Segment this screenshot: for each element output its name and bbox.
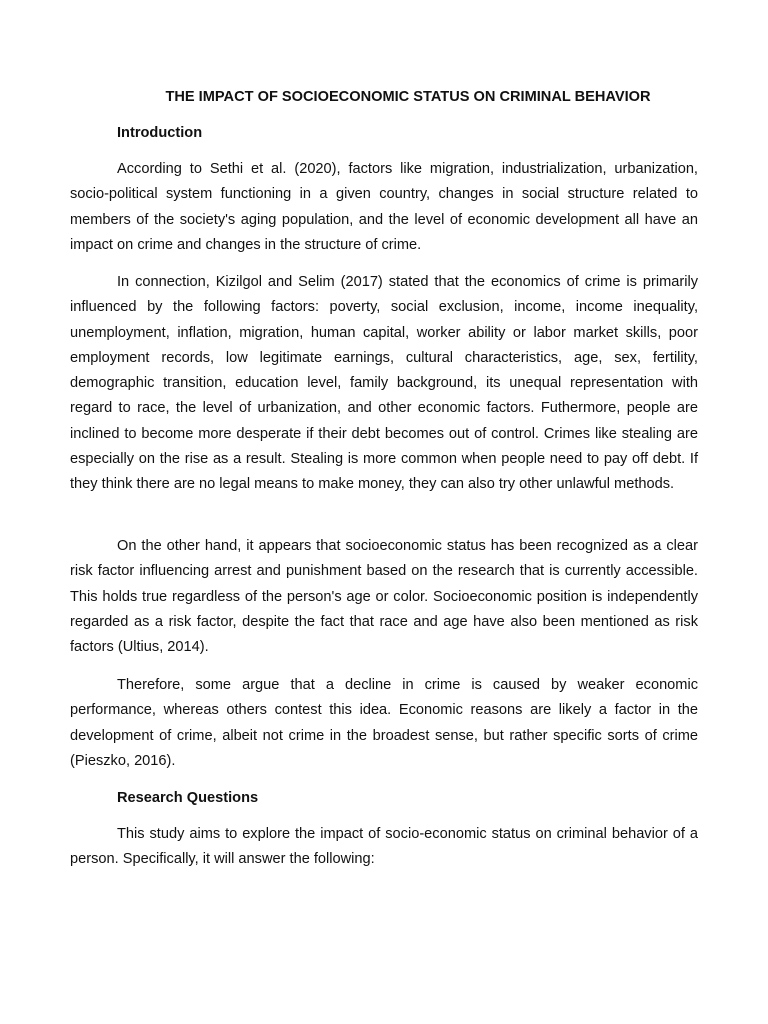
paragraph: In connection, Kizilgol and Selim (2017) stated that the economics of crime is primarily influenced by the following factors: poverty, social exclusion, income, income inequality, unemployment, inflation, migration, human capital, worker ability or labor market skills, poor employment records, low legitimate earnings, cultural characteristics, age, sex, fertility, demographic transition, education level, family background, its unequal representation with regard to race, the level of urbanization, and other economic factors. Futhermore, people are inclined to become more desperate if their debt becomes out of control. Crimes like stealing are especially on the rise as a result. Stealing is more common when people need to pay off debt. If they think there are no legal means to make money, they can also try other unlawful methods. [70,274,698,493]
section-heading-research-questions: Research Questions [117,790,259,806]
section-heading-introduction: Introduction [117,125,203,141]
paragraph: Therefore, some argue that a decline in crime is caused by weaker economic performance, whereas others contest this idea. Economic reasons are likely a factor in the development of crime, albeit not crime in the broadest sense, but rather specific sorts of crime (Pieszko, 2016). [70,677,698,769]
document-title: THE IMPACT OF SOCIOECONOMIC STATUS ON CRIMINAL BEHAVIOR [165,89,651,105]
paragraph: On the other hand, it appears that socioeconomic status has been recognized as a clear risk factor influencing arrest and punishment based on the research that is currently accessible. This holds true regardless of the person's age or color. Socioeconomic position is independently regarded as a risk factor, despite the fact that race and age have also been mentioned as risk factors (Ultius, 2014). [70,538,698,656]
paragraph: According to Sethi et al. (2020), factors like migration, industrialization, urbanization, socio-political system functioning in a given country, changes in social structure related to members of the society's aging population, and the level of economic development all have an impact on crime and changes in the structure of crime. [70,161,698,253]
paragraph: This study aims to explore the impact of socio-economic status on criminal behavior of a person. Specifically, it will answer the following: [70,826,698,868]
